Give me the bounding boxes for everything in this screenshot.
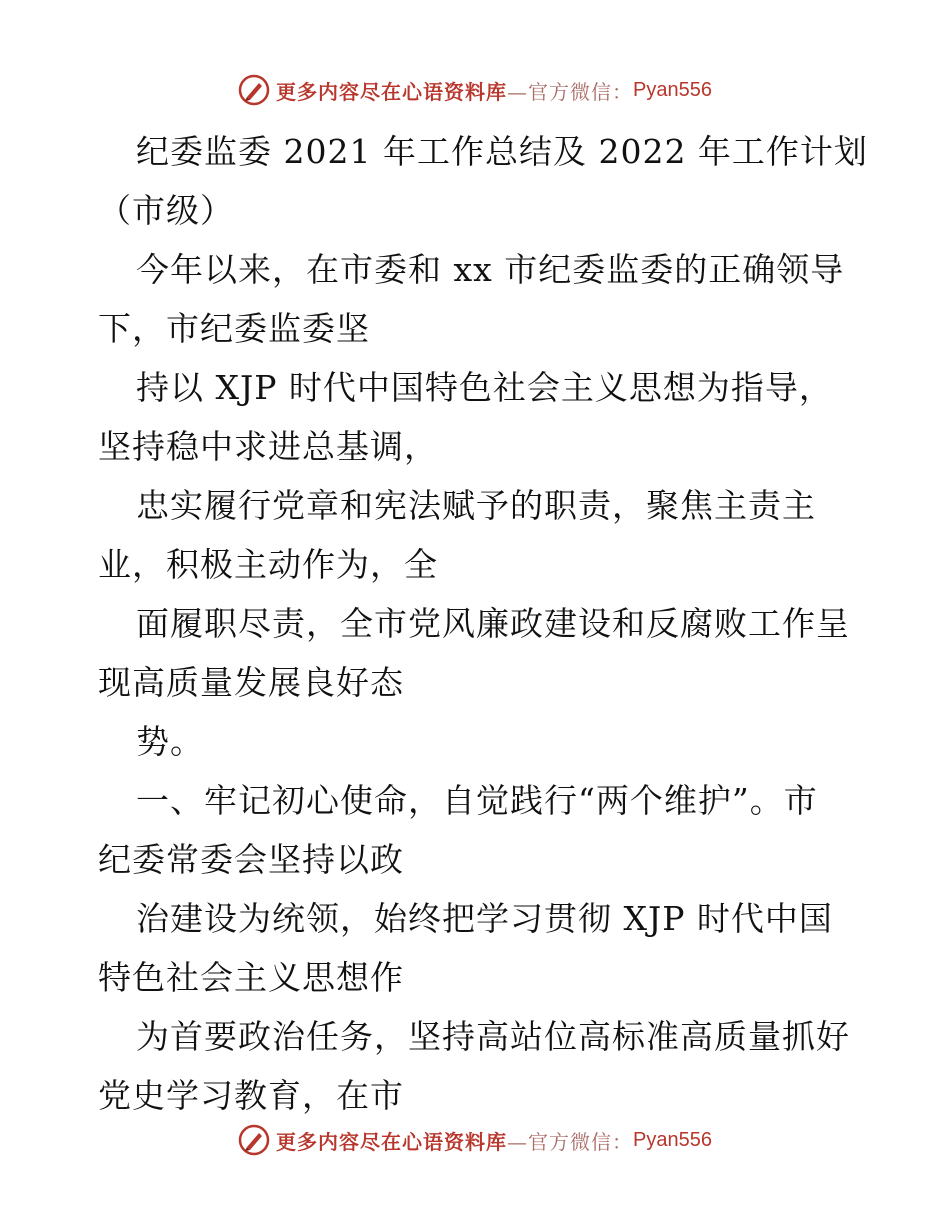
footer-watermark bbox=[0, 1120, 950, 1160]
watermark-wechat-label: —官方微信： bbox=[507, 79, 634, 104]
paragraph-line: 现高质量发展良好态 bbox=[98, 663, 404, 702]
paragraph-line: 纪委常委会坚持以政 bbox=[98, 840, 404, 879]
pen-logo-icon bbox=[238, 1124, 270, 1156]
watermark-text: 更多内容尽在心语资料库 bbox=[276, 79, 508, 104]
paragraph-line: 坚持稳中求进总基调， bbox=[98, 427, 438, 466]
document-body bbox=[98, 122, 868, 1125]
header-watermark bbox=[0, 70, 950, 110]
document-title-line: 纪委监委 2021 年工作总结及 2022 年工作计划 bbox=[136, 132, 868, 171]
watermark-text: 更多内容尽在心语资料库 bbox=[276, 1129, 508, 1154]
paragraph-line: 今年以来，在市委和 xx 市纪委监委的正确领导 bbox=[136, 250, 845, 289]
paragraph-line: 党史学习教育，在市 bbox=[98, 1076, 404, 1115]
paragraph-line: 治建设为统领，始终把学习贯彻 XJP 时代中国 bbox=[136, 899, 833, 938]
paragraph-line: 忠实履行党章和宪法赋予的职责，聚焦主责主 bbox=[136, 486, 816, 525]
paragraph-line: 持以 XJP 时代中国特色社会主义思想为指导， bbox=[136, 368, 833, 407]
watermark-wechat-id: Pyan556 bbox=[633, 1128, 712, 1151]
section-heading-line: 一、牢记初心使命，自觉践行“两个维护”。市 bbox=[136, 781, 818, 820]
watermark-wechat-label: —官方微信： bbox=[507, 1129, 634, 1154]
document-title-line: （市级） bbox=[98, 191, 234, 230]
watermark-wechat-id: Pyan556 bbox=[633, 78, 712, 101]
paragraph-line: 特色社会主义思想作 bbox=[98, 958, 404, 997]
paragraph-line: 势。 bbox=[136, 722, 204, 761]
paragraph-line: 面履职尽责，全市党风廉政建设和反腐败工作呈 bbox=[136, 604, 850, 643]
paragraph-line: 下，市纪委监委坚 bbox=[98, 309, 370, 348]
pen-logo-icon bbox=[238, 74, 270, 106]
paragraph-line: 为首要政治任务，坚持高站位高标准高质量抓好 bbox=[136, 1017, 850, 1056]
paragraph-line: 业，积极主动作为，全 bbox=[98, 545, 438, 584]
